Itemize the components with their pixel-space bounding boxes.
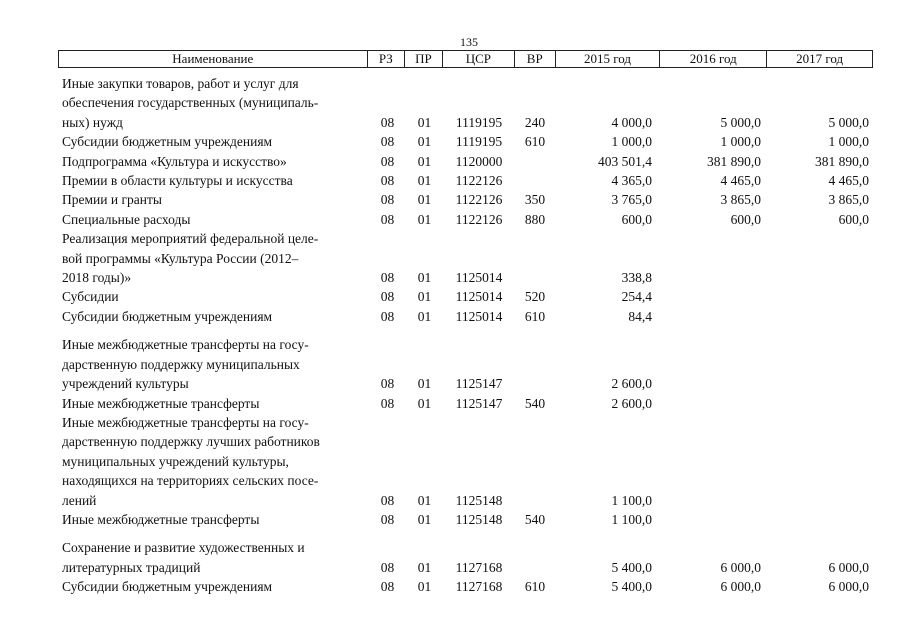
row-value-2015: 3 765,0 [611, 192, 652, 208]
header-vr: ВР [515, 51, 556, 67]
row-csr: 1127168 [455, 579, 503, 595]
table-row [58, 210, 873, 229]
row-pr: 01 [417, 376, 432, 392]
row-value-2015: 2 600,0 [611, 395, 652, 411]
table-row [58, 413, 873, 510]
row-csr: 1122126 [455, 211, 503, 227]
row-rz: 08 [380, 559, 395, 575]
row-value-2015: 338,8 [621, 270, 652, 286]
table-header [58, 50, 873, 68]
row-name: Сохранение и развитие художественных и литературных традиций [62, 540, 305, 575]
row-rz: 08 [380, 192, 395, 208]
row-rz: 08 [380, 153, 395, 169]
table-row [58, 171, 873, 190]
row-value-2016: 5 000,0 [720, 114, 761, 130]
row-rz: 08 [380, 579, 395, 595]
row-value-2017: 6 000,0 [828, 579, 869, 595]
row-value-2015: 5 400,0 [611, 559, 652, 575]
row-csr: 1125147 [455, 395, 503, 411]
row-value-2015: 403 501,4 [598, 153, 652, 169]
row-value-2017: 6 000,0 [828, 559, 869, 575]
row-name: Субсидии [62, 289, 119, 305]
row-csr: 1120000 [455, 153, 503, 169]
row-rz: 08 [380, 211, 395, 227]
row-name: Иные закупки товаров, работ и услуг для обеспечения государственных (муниципаль- ных) нужд [62, 76, 319, 130]
row-value-2016: 6 000,0 [720, 559, 761, 575]
row-value-2015: 600,0 [621, 211, 652, 227]
row-name: Субсидии бюджетным учреждениям [62, 579, 273, 595]
row-rz: 08 [380, 376, 395, 392]
row-value-2017: 5 000,0 [828, 114, 869, 130]
row-pr: 01 [417, 270, 432, 286]
table-row [58, 229, 873, 287]
row-pr: 01 [417, 511, 432, 527]
row-pr: 01 [417, 289, 432, 305]
row-csr: 1125148 [455, 511, 503, 527]
row-rz: 08 [380, 173, 395, 189]
row-name: Реализация мероприятий федеральной целе- вой программы «Культура России (2012– 2018 годы)» [62, 231, 319, 286]
row-name: Иные межбюджетные трансферты на госу- дарственную поддержку лучших работников муниципальных учреждений культуры, находящихся на территориях сельских посе- лений [62, 414, 320, 508]
row-value-2015: 1 000,0 [611, 134, 652, 150]
row-pr: 01 [417, 559, 432, 575]
row-pr: 01 [417, 134, 432, 150]
row-name: Иные межбюджетные трансферты на госу- дарственную поддержку муниципальных учреждений культуры [62, 337, 309, 392]
row-value-2016: 3 865,0 [720, 192, 761, 208]
header-name: Наименование [59, 51, 368, 67]
table-row [58, 307, 873, 326]
row-value-2015: 2 600,0 [611, 376, 652, 392]
row-pr: 01 [417, 308, 432, 324]
row-rz: 08 [380, 134, 395, 150]
header-rz: РЗ [368, 51, 406, 67]
row-pr: 01 [417, 192, 432, 208]
row-value-2017: 381 890,0 [815, 153, 869, 169]
header-2017: 2017 год [796, 51, 844, 66]
row-rz: 08 [380, 270, 395, 286]
header-2016: 2016 год [660, 51, 767, 67]
row-vr: 880 [524, 211, 546, 227]
row-value-2015: 4 365,0 [611, 173, 652, 189]
table-row [58, 577, 873, 596]
row-rz: 08 [380, 308, 395, 324]
header-2015: 2015 год [556, 51, 661, 67]
header-pr: ПР [405, 51, 443, 67]
row-vr: 350 [524, 192, 546, 208]
row-value-2017: 1 000,0 [828, 134, 869, 150]
row-csr: 1125014 [455, 289, 503, 305]
row-name: Премии в области культуры и искусства [62, 173, 293, 189]
row-vr: 520 [524, 289, 546, 305]
row-pr: 01 [417, 211, 432, 227]
table-body [58, 74, 873, 597]
row-rz: 08 [380, 289, 395, 305]
row-value-2015: 4 000,0 [611, 114, 652, 130]
row-name: Иные межбюджетные трансферты [62, 395, 260, 411]
row-csr: 1125014 [455, 308, 503, 324]
row-rz: 08 [380, 511, 395, 527]
row-vr: 610 [524, 579, 546, 595]
row-value-2016: 4 465,0 [720, 173, 761, 189]
header-csr: ЦСР [443, 51, 515, 67]
row-rz: 08 [380, 492, 395, 508]
table-row [58, 510, 873, 529]
row-value-2015: 254,4 [621, 289, 652, 305]
table-row [58, 335, 873, 393]
row-vr: 610 [524, 308, 546, 324]
row-value-2016: 1 000,0 [720, 134, 761, 150]
row-pr: 01 [417, 395, 432, 411]
row-pr: 01 [417, 173, 432, 189]
row-value-2016: 6 000,0 [720, 579, 761, 595]
row-name: Иные межбюджетные трансферты [62, 511, 260, 527]
row-value-2015: 5 400,0 [611, 579, 652, 595]
row-pr: 01 [417, 492, 432, 508]
row-csr: 1119195 [455, 134, 503, 150]
row-value-2017: 3 865,0 [828, 192, 869, 208]
row-rz: 08 [380, 114, 395, 130]
table-row [58, 394, 873, 413]
row-name: Премии и гранты [62, 192, 162, 208]
row-csr: 1122126 [455, 192, 503, 208]
row-name: Подпрограмма «Культура и искусство» [62, 153, 287, 169]
table-row [58, 538, 873, 577]
row-vr: 540 [524, 511, 546, 527]
table-row [58, 74, 873, 132]
row-value-2017: 600,0 [838, 211, 869, 227]
row-vr: 610 [524, 134, 546, 150]
row-csr: 1119195 [455, 114, 503, 130]
row-value-2016: 381 890,0 [707, 153, 761, 169]
row-pr: 01 [417, 579, 432, 595]
row-pr: 01 [417, 153, 432, 169]
row-value-2017: 4 465,0 [828, 173, 869, 189]
row-value-2016: 600,0 [730, 211, 761, 227]
row-csr: 1122126 [455, 173, 503, 189]
row-csr: 1125147 [455, 376, 503, 392]
row-value-2015: 1 100,0 [611, 492, 652, 508]
table-row [58, 152, 873, 171]
row-vr: 240 [524, 114, 546, 130]
row-pr: 01 [417, 114, 432, 130]
row-value-2015: 1 100,0 [611, 511, 652, 527]
row-csr: 1125014 [455, 270, 503, 286]
row-name: Субсидии бюджетным учреждениям [62, 134, 273, 150]
page-number: 135 [460, 35, 478, 49]
table-row [58, 190, 873, 209]
row-vr: 540 [524, 395, 546, 411]
row-rz: 08 [380, 395, 395, 411]
row-name: Субсидии бюджетным учреждениям [62, 308, 273, 324]
row-csr: 1125148 [455, 492, 503, 508]
row-value-2015: 84,4 [628, 308, 652, 324]
table-row [58, 287, 873, 306]
table-row [58, 132, 873, 151]
row-csr: 1127168 [455, 559, 503, 575]
row-name: Специальные расходы [62, 211, 191, 227]
